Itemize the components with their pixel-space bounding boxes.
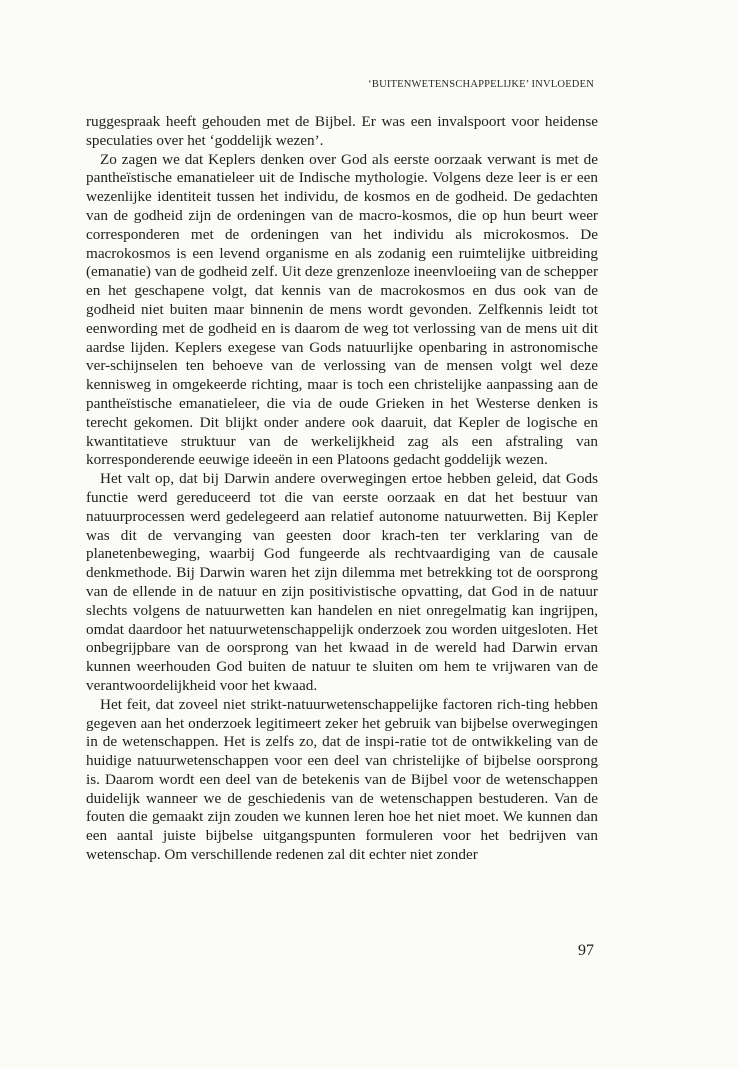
running-head: ‘BUITENWETENSCHAPPELIJKE’ INVLOEDEN — [368, 79, 594, 90]
page-number: 97 — [578, 942, 594, 959]
paragraph-2: Zo zagen we dat Keplers denken over God als eerste oorzaak verwant is met de pantheïstische emanatieleer uit de Indische mythologie. Volgens deze leer is er een wezenlijke identiteit tussen het individu, de kosmos en de godheid. De gedachten van de godheid zijn de ordeningen van de macro-kosmos, die op hun beurt weer corresponderen met de ordeningen van het individu als microkosmos. De macrokosmos is een levend organisme en als zodanig een ruimtelijke uitbreiding (emanatie) van de godheid zelf. Uit deze grenzenloze ineenvloeiing van de schepper en het geschapene volgt, dat kennis van de macrokosmos en dus ook van de godheid niet buiten maar binnenin de mens wordt gevonden. Zelfkennis leidt tot eenwording met de godheid en is daarom de weg tot verlossing van de mens uit dit aardse lijden. Keplers exegese van Gods natuurlijke openbaring in astronomische ver-schijnselen ten behoeve van de verlossing van de mensen volgt wel deze kennisweg in omgekeerde richting, maar is toch een christelijke aanpassing aan de pantheïstische emanatieleer, die via de oude Grieken in het Westerse denken is terecht gekomen. Dit blijkt onder andere ook daaruit, dat Kepler de logische en kwantitatieve struktuur van de werkelijkheid zag als een afstraling van korresponderende eeuwige ideeën in een Platoons gedacht goddelijk wezen. — [86, 150, 598, 469]
body-text — [86, 113, 598, 865]
paragraph-1: ruggespraak heeft gehouden met de Bijbel. Er was een invalspoort voor heidense speculaties over het ‘goddelijk wezen’. — [86, 113, 598, 149]
paragraph-4: Het feit, dat zoveel niet strikt-natuurwetenschappelijke factoren rich-ting hebben gegeven aan het onderzoek legitimeert zeker het gebruik van bijbelse overwegingen in de wetenschappen. Het is zelfs zo, dat de inspi-ratie tot de ontwikkeling van de huidige natuurwetenschappen voor een deel van christelijke of bijbelse oorsprong is. Daarom wordt een deel van de betekenis van de Bijbel voor de wetenschappen duidelijk wanneer we de geschiedenis van de wetenschappen bestuderen. Van de fouten die gemaakt zijn zouden we kunnen leren hoe het niet moet. We kunnen dan een aantal juiste bijbelse uitgangspunten formuleren voor het bedrijven van wetenschap. Om verschillende redenen zal dit echter niet zonder — [86, 695, 598, 864]
paragraph-3: Het valt op, dat bij Darwin andere overwegingen ertoe hebben geleid, dat Gods functie werd gereduceerd tot die van eerste oorzaak en dat het bestuur van natuurprocessen werd gedelegeerd aan relatief autonome natuurwetten. Bij Kepler was dit de vervanging van geesten door krach-ten ter verklaring van de planetenbeweging, waarbij God fungeerde als rechtvaardiging van de causale denkmethode. Bij Darwin waren het zijn dilemma met betrekking tot de oorsprong van de ellende in de natuur en zijn positivistische opvatting, dat God in de natuur slechts volgens de natuurwetten kan handelen en niet onregelmatig kan ingrijpen, omdat daardoor het natuurwetenschappelijk onderzoek zou worden uitgesloten. Het onbegrijpbare van de oorsprong van het kwaad in de wereld had Darwin ervan kunnen weerhouden God buiten de natuur te sluiten om hem te vrijwaren van de verantwoordelijkheid voor het kwaad. — [86, 470, 598, 694]
